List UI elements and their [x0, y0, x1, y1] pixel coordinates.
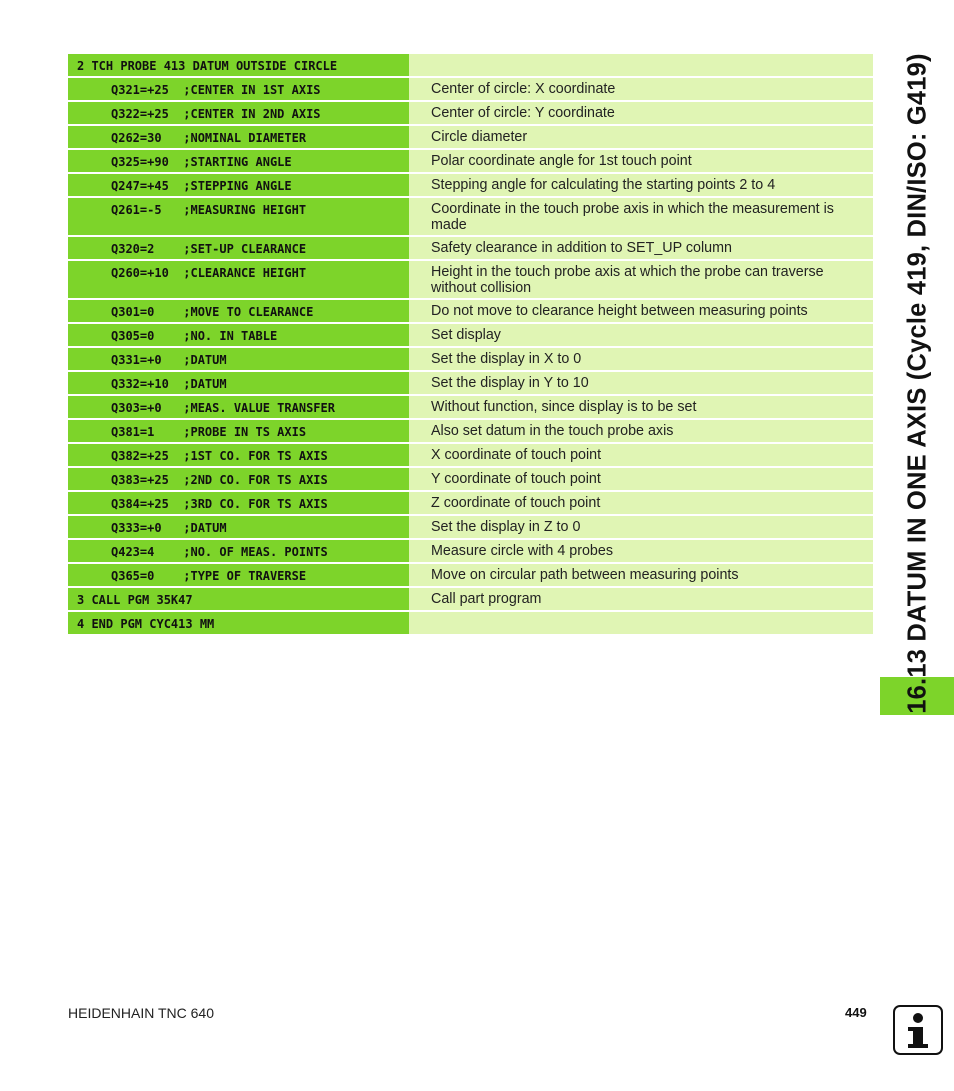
code-description: Set the display in X to 0	[409, 348, 873, 370]
table-row	[68, 588, 873, 610]
table-row	[68, 324, 873, 346]
table-row	[68, 174, 873, 196]
nc-code-line: Q320=2 ;SET-UP CLEARANCE	[68, 237, 409, 259]
table-row	[68, 444, 873, 466]
table-row	[68, 348, 873, 370]
side-title-text: 16.13 DATUM IN ONE AXIS (Cycle 419, DIN/ISO: G419)	[904, 53, 933, 714]
table-row	[68, 492, 873, 514]
code-description: Stepping angle for calculating the starting points 2 to 4	[409, 174, 873, 196]
code-description: Move on circular path between measuring points	[409, 564, 873, 586]
code-description: Without function, since display is to be set	[409, 396, 873, 418]
nc-code-line: Q382=+25 ;1ST CO. FOR TS AXIS	[68, 444, 409, 466]
table-row	[68, 516, 873, 538]
code-description: Y coordinate of touch point	[409, 468, 873, 490]
nc-code-line: Q321=+25 ;CENTER IN 1ST AXIS	[68, 78, 409, 100]
nc-code-line: Q301=0 ;MOVE TO CLEARANCE	[68, 300, 409, 322]
nc-code-line: Q261=-5 ;MEASURING HEIGHT	[68, 198, 409, 235]
code-description: Circle diameter	[409, 126, 873, 148]
nc-code-line: Q303=+0 ;MEAS. VALUE TRANSFER	[68, 396, 409, 418]
table-row	[68, 372, 873, 394]
nc-code-line: Q260=+10 ;CLEARANCE HEIGHT	[68, 261, 409, 298]
table-row	[68, 261, 873, 298]
table-row	[68, 54, 873, 76]
footer-manual-name: HEIDENHAIN TNC 640	[68, 1005, 215, 1021]
code-description: Set the display in Z to 0	[409, 516, 873, 538]
nc-code-line: Q322=+25 ;CENTER IN 2ND AXIS	[68, 102, 409, 124]
table-row	[68, 237, 873, 259]
code-description: Set display	[409, 324, 873, 346]
code-description: Also set datum in the touch probe axis	[409, 420, 873, 442]
table-row	[68, 78, 873, 100]
code-description	[409, 612, 873, 634]
code-description: Center of circle: X coordinate	[409, 78, 873, 100]
code-description: Measure circle with 4 probes	[409, 540, 873, 562]
code-description: Set the display in Y to 10	[409, 372, 873, 394]
code-description: Polar coordinate angle for 1st touch point	[409, 150, 873, 172]
side-title	[882, 52, 954, 715]
page-number: 449	[845, 1005, 867, 1020]
table-row	[68, 150, 873, 172]
nc-code-line: Q333=+0 ;DATUM	[68, 516, 409, 538]
table-row	[68, 126, 873, 148]
code-description	[409, 54, 873, 76]
code-description: Call part program	[409, 588, 873, 610]
table-row	[68, 198, 873, 235]
table-row	[68, 420, 873, 442]
nc-code-line: 3 CALL PGM 35K47	[68, 588, 409, 610]
code-description: Coordinate in the touch probe axis in which the measurement is made	[409, 198, 873, 235]
table-row	[68, 564, 873, 586]
table-row	[68, 300, 873, 322]
nc-code-line: 4 END PGM CYC413 MM	[68, 612, 409, 634]
nc-code-line: Q423=4 ;NO. OF MEAS. POINTS	[68, 540, 409, 562]
nc-code-line: Q365=0 ;TYPE OF TRAVERSE	[68, 564, 409, 586]
table-row	[68, 396, 873, 418]
nc-code-line: Q383=+25 ;2ND CO. FOR TS AXIS	[68, 468, 409, 490]
nc-code-line: Q384=+25 ;3RD CO. FOR TS AXIS	[68, 492, 409, 514]
code-description: Height in the touch probe axis at which the probe can traverse without collision	[409, 261, 873, 298]
code-description: Safety clearance in addition to SET_UP column	[409, 237, 873, 259]
nc-code-line: Q262=30 ;NOMINAL DIAMETER	[68, 126, 409, 148]
table-row	[68, 612, 873, 634]
info-icon	[893, 1005, 943, 1055]
code-description: X coordinate of touch point	[409, 444, 873, 466]
nc-code-line: Q332=+10 ;DATUM	[68, 372, 409, 394]
nc-code-line: Q331=+0 ;DATUM	[68, 348, 409, 370]
table-row	[68, 540, 873, 562]
nc-code-line: 2 TCH PROBE 413 DATUM OUTSIDE CIRCLE	[68, 54, 409, 76]
nc-code-line: Q305=0 ;NO. IN TABLE	[68, 324, 409, 346]
table-row	[68, 468, 873, 490]
code-description: Z coordinate of touch point	[409, 492, 873, 514]
nc-code-line: Q325=+90 ;STARTING ANGLE	[68, 150, 409, 172]
table-row	[68, 102, 873, 124]
nc-code-line: Q247=+45 ;STEPPING ANGLE	[68, 174, 409, 196]
nc-program-table	[68, 54, 873, 636]
nc-code-line: Q381=1 ;PROBE IN TS AXIS	[68, 420, 409, 442]
code-description: Center of circle: Y coordinate	[409, 102, 873, 124]
code-description: Do not move to clearance height between measuring points	[409, 300, 873, 322]
